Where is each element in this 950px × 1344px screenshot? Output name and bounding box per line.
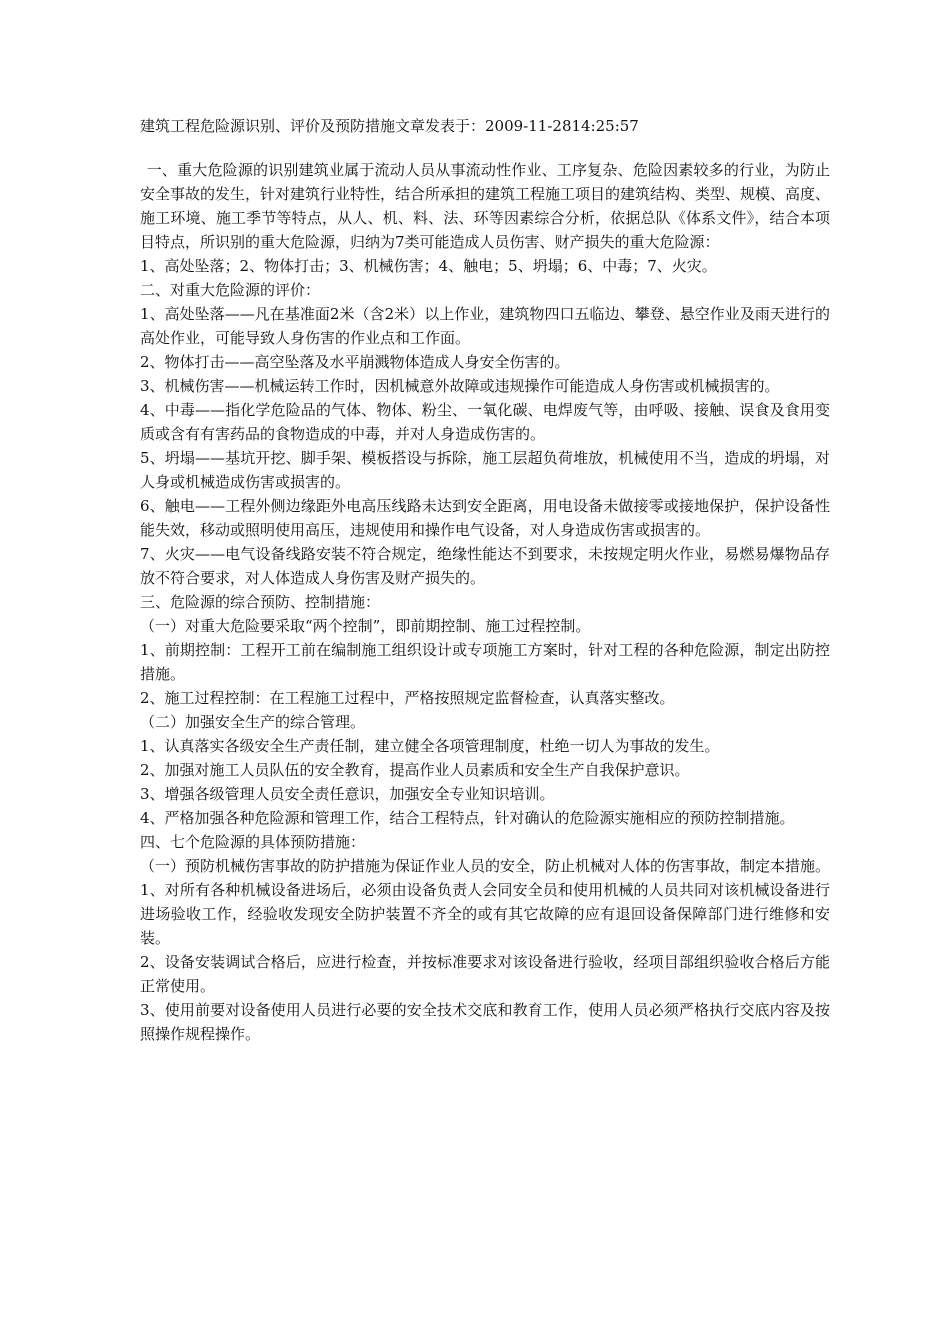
paragraph-21: （一）预防机械伤害事故的防护措施为保证作业人员的安全，防止机械对人体的伤害事故，制定本措施。 (140, 857, 831, 875)
paragraph-1: 一、重大危险源的识别建筑业属于流动人员从事流动性作业、工序复杂、危险因素较多的行业，为防止安全事故的发生，针对建筑行业特性，结合所承担的建筑工程施工项目的建筑结构、类型、规模、高度、施工环境、施工季节等特点，从人、机、料、法、环等因素综合分析，依据总队《体系文件》，结合本项目特点，所识别的重大危险源，归纳为7类可能造成人员伤害、财产损失的重大危险源： (140, 161, 831, 251)
paragraph-16: 1、认真落实各级安全生产责任制，建立健全各项管理制度，杜绝一切人为事故的发生。 (140, 737, 720, 755)
paragraph-20: 四、七个危险源的具体预防措施： (140, 833, 366, 851)
paragraph-8: 5、坍塌——基坑开挖、脚手架、模板搭设与拆除，施工层超负荷堆放，机械使用不当，造成的坍塌，对人身或机械造成伤害或损害的。 (140, 449, 830, 491)
paragraph-2: 1、高处坠落；2、物体打击；3、机械伤害；4、触电；5、坍塌；6、中毒；7、火灾。 (140, 257, 717, 275)
paragraph-17: 2、加强对施工人员队伍的安全教育，提高作业人员素质和安全生产自我保护意识。 (140, 761, 690, 779)
paragraph-4: 1、高处坠落——凡在基准面2米（含2米）以上作业，建筑物四口五临边、攀登、悬空作业及雨天进行的高处作业，可能导致人身伤害的作业点和工作面。 (140, 305, 830, 347)
paragraph-22: 1、对所有各种机械设备进场后，必须由设备负责人会同安全员和使用机械的人员共同对该机械设备进行进场验收工作，经验收发现安全防护装置不齐全的或有其它故障的应有退回设备保障部门进行维修和安装。 (140, 881, 830, 947)
paragraph-14: 2、施工过程控制：在工程施工过程中，严格按照规定监督检查，认真落实整改。 (140, 689, 675, 707)
paragraph-6: 3、机械伤害——机械运转工作时，因机械意外故障或违规操作可能造成人身伤害或机械损害的。 (140, 377, 780, 395)
paragraph-24: 3、使用前要对设备使用人员进行必要的安全技术交底和教育工作，使用人员必须严格执行交底内容及按照操作规程操作。 (140, 1001, 830, 1043)
paragraph-10: 7、火灾——电气设备线路安装不符合规定，绝缘性能达不到要求，未按规定明火作业，易燃易爆物品存放不符合要求，对人体造成人身伤害及财产损失的。 (140, 545, 830, 587)
paragraph-12: （一）对重大危险要采取“两个控制”，即前期控制、施工过程控制。 (140, 617, 591, 635)
paragraph-23: 2、设备安装调试合格后，应进行检查，并按标准要求对该设备进行验收，经项目部组织验收合格后方能正常使用。 (140, 953, 830, 995)
document-title: 建筑工程危险源识别、评价及预防措施文章发表于：2009-11-2814:25:57 (140, 117, 639, 135)
paragraph-13: 1、前期控制：工程开工前在编制施工组织设计或专项施工方案时，针对工程的各种危险源，制定出防控措施。 (140, 641, 830, 683)
paragraph-11: 三、危险源的综合预防、控制措施： (140, 593, 381, 611)
paragraph-9: 6、触电——工程外侧边缘距外电高压线路未达到安全距离，用电设备未做接零或接地保护，保护设备性能失效，移动或照明使用高压，违规使用和操作电气设备，对人身造成伤害或损害的。 (140, 497, 830, 539)
document-body (140, 114, 830, 1046)
paragraph-7: 4、中毒——指化学危险品的气体、物体、粉尘、一氧化碳、电焊废气等，由呼吸、接触、误食及食用变质或含有有害药品的食物造成的中毒，并对人身造成伤害的。 (140, 401, 830, 443)
paragraph-18: 3、增强各级管理人员安全责任意识，加强安全专业知识培训。 (140, 785, 555, 803)
paragraph-3: 二、对重大危险源的评价： (140, 281, 321, 299)
paragraph-15: （二）加强安全生产的综合管理。 (140, 713, 366, 731)
paragraph-5: 2、物体打击——高空坠落及水平崩溅物体造成人身安全伤害的。 (140, 353, 570, 371)
paragraph-19: 4、严格加强各种危险源和管理工作，结合工程特点，针对确认的危险源实施相应的预防控制措施。 (140, 809, 795, 827)
